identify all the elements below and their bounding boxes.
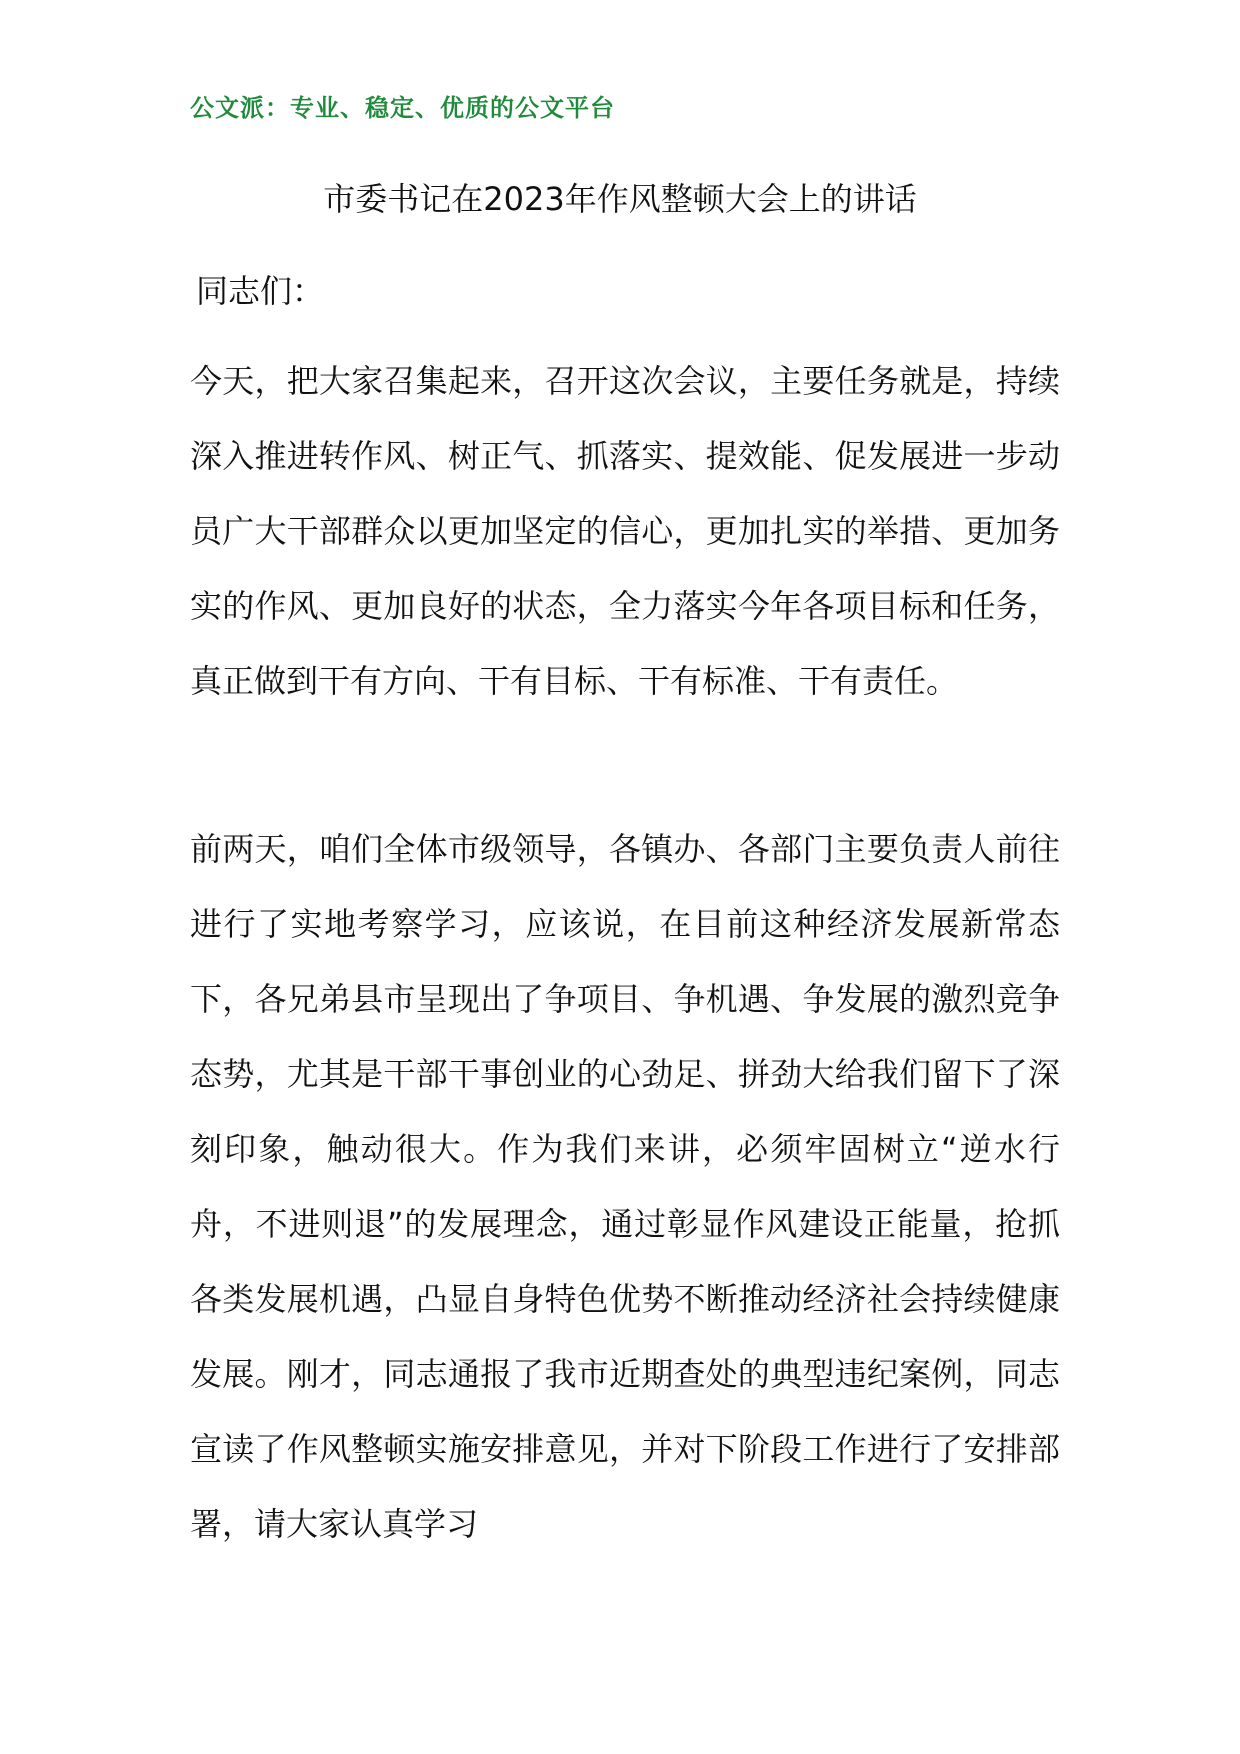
- body-paragraph-1: 今天，把大家召集起来，召开这次会议，主要任务就是，持续深入推进转作风、树正气、抓落实、提效能、促发展进一步动员广大干部群众以更加坚定的信心，更加扎实的举措、更加务实的作风、更加良好的状态，全力落实今年各项目标和任务，真正做到干有方向、干有目标、干有标准、干有责任。: [190, 362, 1060, 700]
- document-title: 市委书记在2023年作风整顿大会上的讲话: [323, 180, 917, 218]
- body-paragraph-2: 前两天，咱们全体市级领导，各镇办、各部门主要负责人前往进行了实地考察学习，应该说，在目前这种经济发展新常态下，各兄弟县市呈现出了争项目、争机遇、争发展的激烈竞争态势，尤其是干部干事创业的心劲足、拼劲大给我们留下了深刻印象，触动很大。作为我们来讲，必须牢固树立“逆水行舟，不进则退”的发展理念，通过彰显作风建设正能量，抢抓各类发展机遇，凸显自身特色优势不断推动经济社会持续健康发展。刚才，同志通报了我市近期查处的典型违纪案例，同志宣读了作风整顿实施安排意见，并对下阶段工作进行了安排部署，请大家认真学习: [190, 830, 1060, 1543]
- salutation: 同志们：: [196, 272, 325, 310]
- header-brand-text: 公文派：专业、稳定、优质的公文平台: [190, 94, 615, 122]
